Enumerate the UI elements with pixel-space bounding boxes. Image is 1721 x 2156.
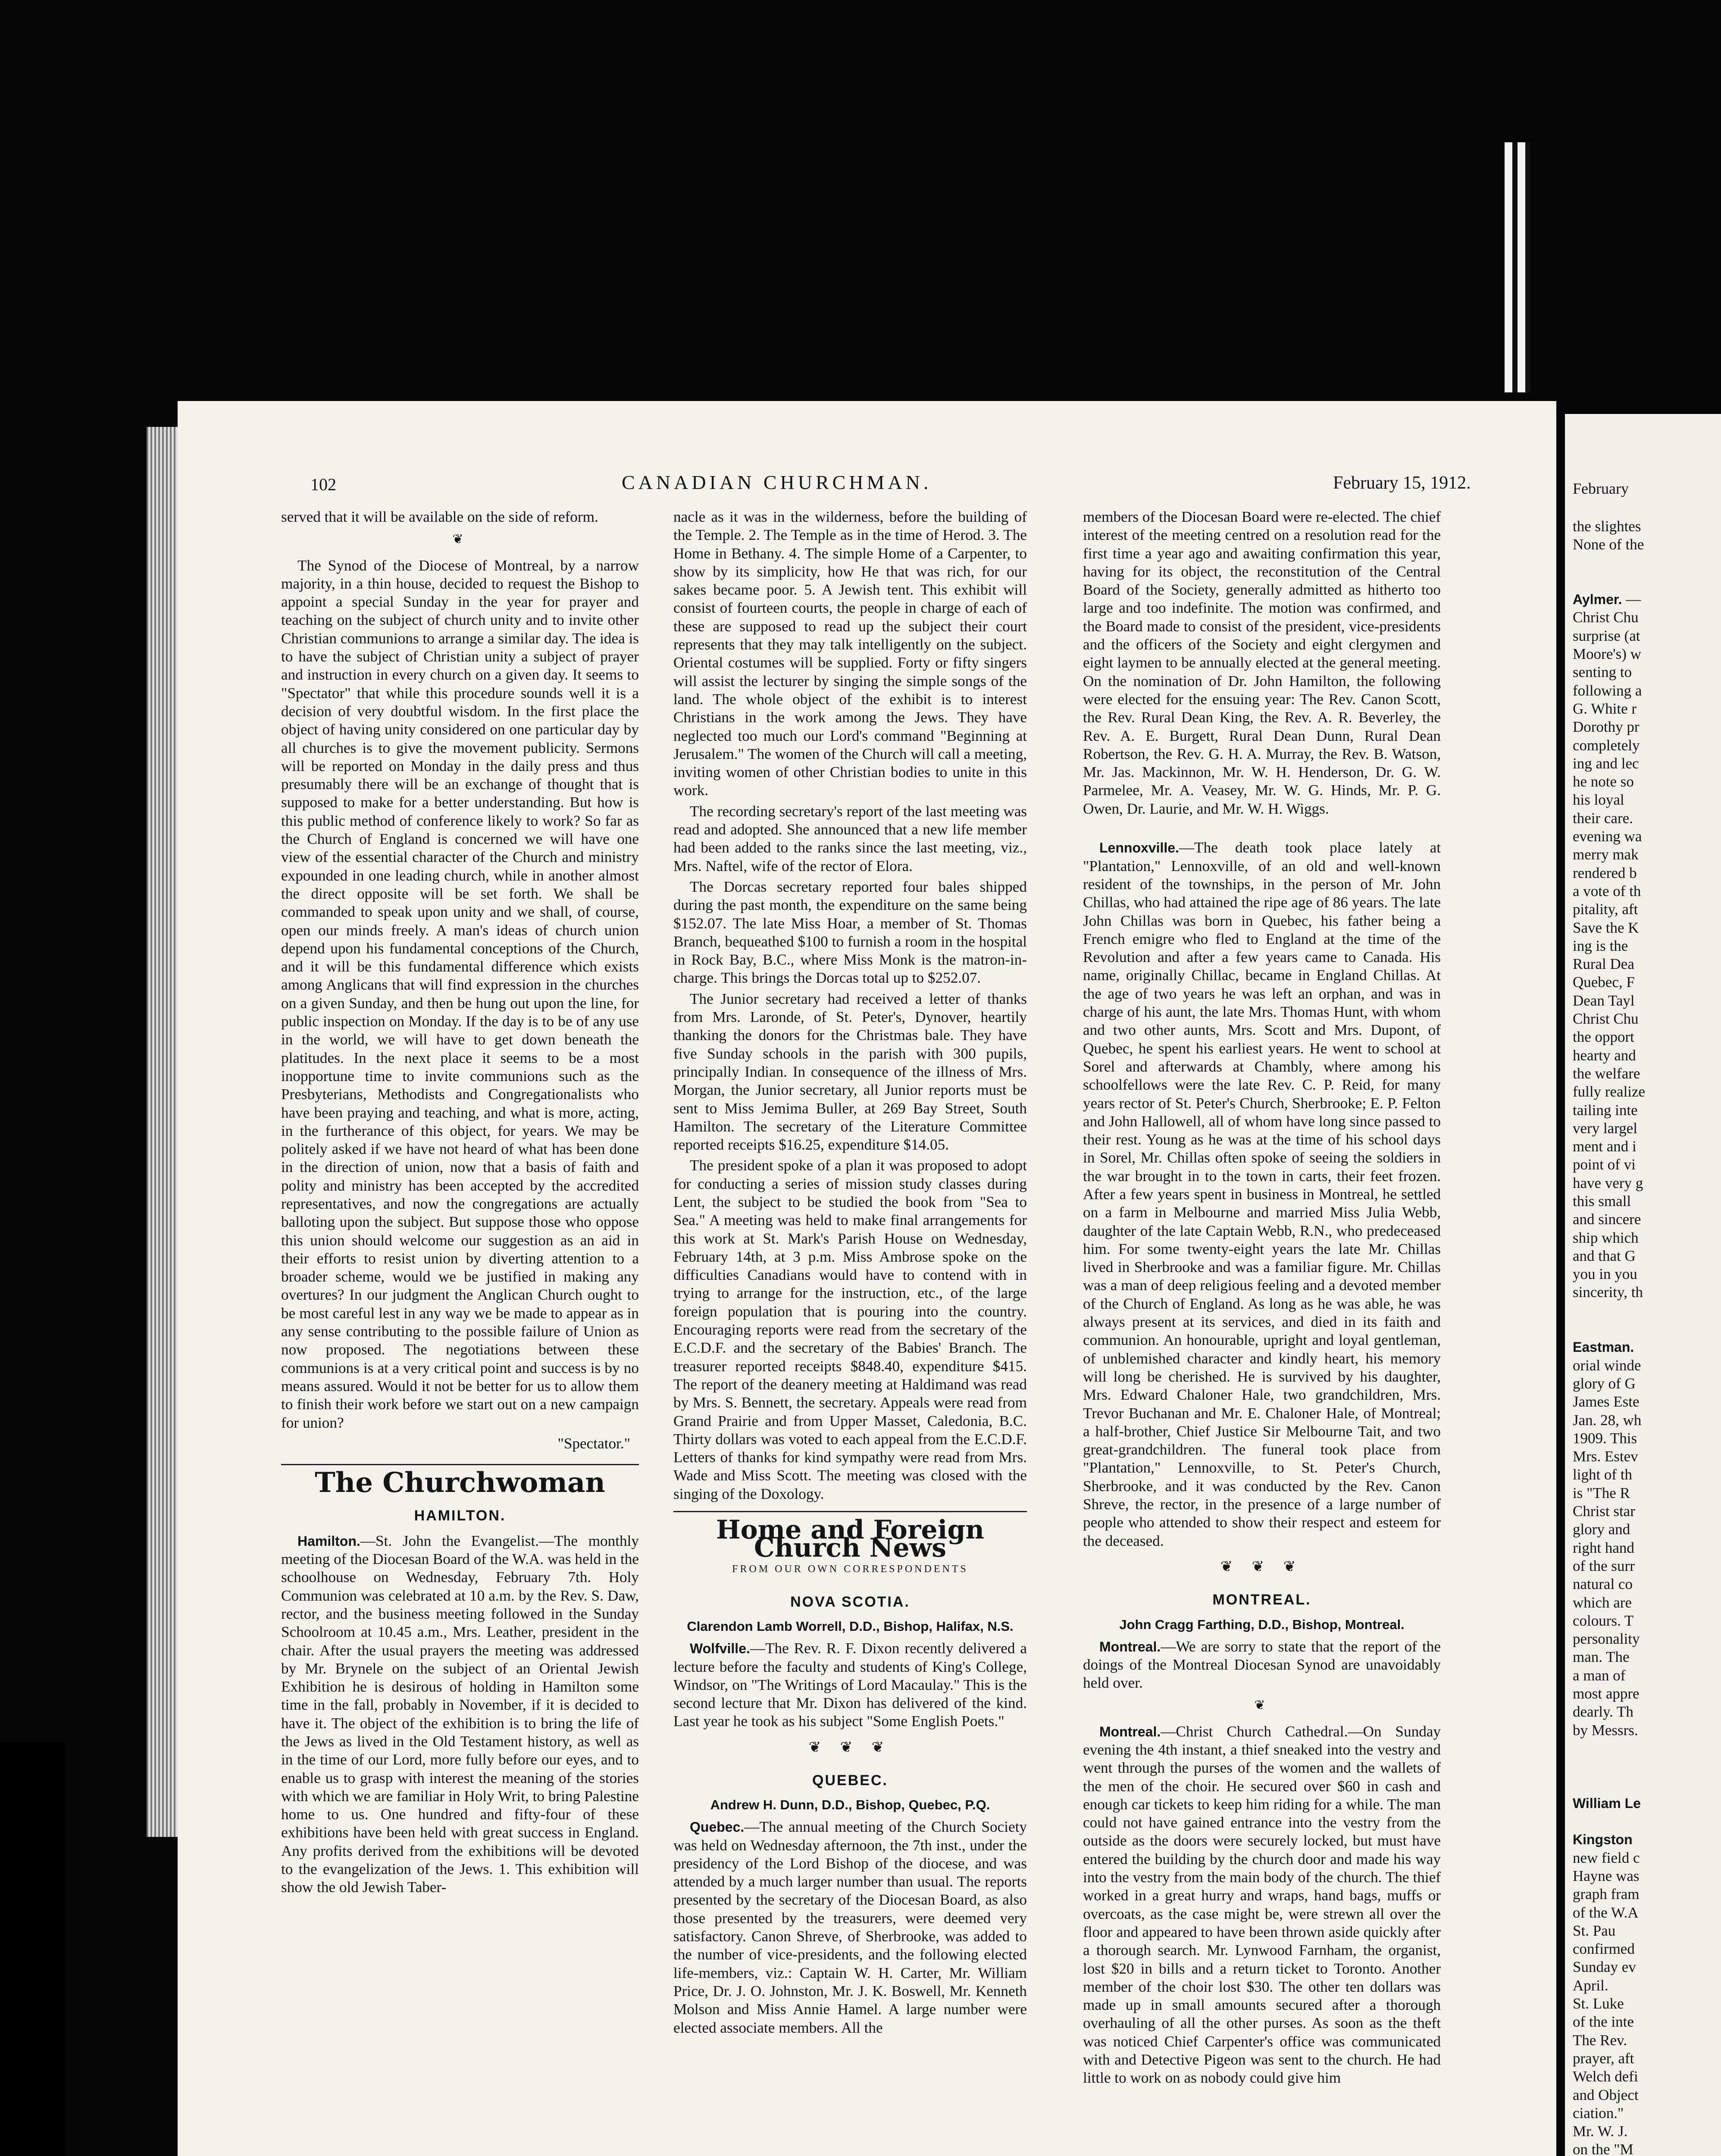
lennoxville-report: Lennoxville.—The death took place lately at "Plantation," Lennoxville, of an old and well-known resident of the townships, in the person of Mr. John Chillas, who had attained the ripe age of 86 years. The late John Chillas was born in Quebec, his father being a French emigre who fled to England at the time of the Revolution and after a few years came to Canada. His name, originally Chillac, became in England Chillas. At the age of two years he was left an orphan, and was in charge of his aunt, the late Mrs. Thomas Hunt, with whom and two other aunts, Mrs. Scott and Mrs. Dupont, of Quebec, he spent his earliest years. He went to school at Sorel and afterwards at Chambly, where among his schoolfellows were the late Rev. C. P. Reid, for many years rector of St. Peter's Church, Sherbrooke; E. P. Felton and John Hallowell, all of whom have long since passed to their rest. Young as he was at the time of his school days in Sorel, Mr. Chillas often spoke of seeing the soldiers in the war brought in to the town in carts, their feet frozen. After a few years spent in business in Montreal, he settled on a farm in Melbourne and married Miss Julia Webb, daughter of the late Captain Webb, R.N., who predeceased him. For some twenty-eight years the late Mr. Chillas lived in Sherbrooke and was a familiar figure. Mr. Chillas was a man of deep religious feeling and a devoted member of the Church of England. As long as he was able, he was always present at its services, and died in its faith and communion. An honourable, upright and loyal gentleman, of unblemished character and kindly heart, his memory will long be cherished. He is survived by his daughter, Mrs. Edward Chaloner Hale, two grandchildren, Mrs. Trevor Buchanan and Mr. E. Chaloner Hale, of Montreal; a half-brother, Chief Justice Sir Melbourne Tait, and two great-grandchildren. The funeral took place from "Plantation," Lennoxville, to St. Peter's Church, Sherbrooke, and it was conducted by the Rev. Canon Shreve, the rector, in the presence of a large number of people who attended to show their respect and esteem for the deceased.	[1083, 839, 1441, 1549]
adjacent-page-line: by Messrs.	[1573, 1721, 1638, 1739]
adjacent-page-line: the welfare	[1573, 1065, 1640, 1082]
montreal-report: Montreal.—We are sorry to state that the report of the doings of the Montreal Diocesan Synod are unavoidably held over.	[1083, 1638, 1441, 1692]
church-news-heading: Home and Foreign Church News	[673, 1511, 1027, 1557]
adjacent-page-line: a man of	[1573, 1667, 1626, 1684]
adjacent-page-line: dearly. Th	[1573, 1703, 1633, 1720]
adjacent-page-line: Mr. W. J.	[1573, 2123, 1628, 2140]
dateline: William Le	[1573, 1795, 1641, 1811]
bishop-line: Clarendon Lamb Worrell, D.D., Bishop, Halifax, N.S.	[687, 1619, 1014, 1634]
adjacent-page-line: the opport	[1573, 1028, 1634, 1046]
adjacent-page-line	[1573, 1758, 1719, 1776]
hamilton-paragraph: The recording secretary's report of the last meeting was read and adopted. She announced that a new life member had been added to the ranks since the last meeting, viz., Mrs. Naftel, wife of the rector of Elora.	[673, 802, 1027, 874]
adjacent-page-lines	[1573, 517, 1719, 2156]
adjacent-page-line: light of th	[1573, 1466, 1633, 1483]
adjacent-page-line: on the "M	[1573, 2141, 1633, 2156]
adjacent-page-line: orial winde	[1573, 1357, 1641, 1374]
adjacent-page-line: this small	[1573, 1192, 1631, 1210]
adjacent-page-line: Aylmer. —	[1573, 591, 1641, 608]
adjacent-page-line: Mrs. Estev	[1573, 1448, 1638, 1465]
adjacent-page-line: his loyal	[1573, 791, 1624, 808]
binding-shadow	[0, 1742, 65, 2156]
column-3	[1083, 508, 1441, 2090]
adjacent-page-line: None of the	[1573, 536, 1644, 553]
adjacent-page-line: which are	[1573, 1594, 1632, 1611]
adjacent-page-line: right hand	[1573, 1539, 1634, 1556]
adjacent-page-line	[1573, 1320, 1719, 1338]
section-heading-montreal: MONTREAL.	[1212, 1592, 1311, 1608]
hamilton-report: Hamilton.—St. John the Evangelist.—The monthly meeting of the Diocesan Board of the W.A. was held in the schoolhouse on Wednesday, February 7th. Holy Communion was celebrated at 10 a.m. by the Rev. S. Daw, rector, and the business meeting followed in the Sunday Schoolroom at 10.45 a.m., Mrs. Leather, president in the chair. After the usual prayers the meeting was addressed by Mr. Brynele on the subject of an Oriental Jewish Exhibition he is desirous of holding in Hamilton some time in the fall, probably in November, if it is decided to have it. The object of the exhibition is to bring the life of the Jews as lived in the Old Testament history, as well as in the time of our Lord, more fully before our eyes, and to enable us to grasp with interest the meaning of the stories with which we are familiar in Holy Writ, to bring Palestine home to us. One hundred and fifty-four of these exhibitions have been held with great success in England. Any profits derived from the exhibitions will be devoted to the evangelization of the Jews. 1. This exhibition will show the old Jewish Taber-	[281, 1532, 639, 1896]
montreal-cathedral-report: Montreal.—Christ Church Cathedral.—On Sunday evening the 4th instant, a thief sneaked into the vestry and went through the purses of the women and the wallets of the men of the choir. He secured over $60 in cash and enough car tickets to keep him riding for a while. The man could not have gained entrance into the vestry from the outside as the doors were securely locked, but must have entered the building by the church door and made his way into the vestry from the main body of the church. The thief worked in a great hurry and wraps, hand bags, muffs or overcoats, as the case might be, were strewn all over the floor and appeared to have been thrown aside quickly after a thorough search. Mr. Lynwood Farnham, the organist, lost $20 in bills and a return ticket to Toronto. Another member of the choir lost $30. The other ten dollars was made up in small amounts secured after a thorough overhauling of all the other purses. As soon as the theft was noticed Chief Carpenter's office was communicated with and Detective Pigeon was sent to the church. He had little to work on as nobody could give him	[1083, 1723, 1441, 2087]
adjacent-page-line: sincerity, th	[1573, 1284, 1643, 1301]
adjacent-page-line: glory and	[1573, 1521, 1630, 1538]
adjacent-page-line: point of vi	[1573, 1156, 1636, 1173]
adjacent-page-line: 1909. This	[1573, 1429, 1637, 1447]
hamilton-paragraph: The Dorcas secretary reported four bales shipped during the past month, the expenditure on the same being $152.07. The late Miss Hoar, a member of St. Thomas Branch, bequeathed $100 to furnish a room in the hospital in Rock Bay, B.C., where Miss Monk is the matron-in-charge. This brings the Dorcas total up to $252.07.	[673, 878, 1027, 987]
dateline: Kingston	[1573, 1832, 1633, 1848]
adjacent-page-line	[1573, 1338, 1719, 1356]
bishop-line: John Cragg Farthing, D.D., Bishop, Montreal.	[1119, 1617, 1405, 1632]
adjacent-page-line: ciation."	[1573, 2104, 1624, 2122]
adjacent-page-line: Christ star	[1573, 1503, 1635, 1520]
adjacent-page-line	[1573, 554, 1719, 572]
adjacent-page-line: of the W.A	[1573, 1904, 1639, 1921]
adjacent-page-line: and sincere	[1573, 1211, 1641, 1228]
dateline: Wolfville.	[690, 1641, 750, 1657]
adjacent-page-line: Dean Tayl	[1573, 992, 1635, 1009]
adjacent-page-date: February	[1573, 480, 1629, 497]
adjacent-page-line: personality	[1573, 1630, 1640, 1648]
adjacent-page-line	[1573, 1812, 1719, 1830]
quebec-report: Quebec.—The annual meeting of the Church Society was held on Wednesday afternoon, the 7th inst., under the presidency of the Lord Bishop of the diocese, and was attended by a much larger number than usual. The reports presented by the secretary of the Diocesan Board, as also those presented by the treasurers, were deemed very satisfactory. Canon Shreve, of Sherbrooke, was added to the number of vice-presidents, and the following elected life-members, viz.: Captain W. H. Carter, Mr. William Price, Dr. J. O. Johnston, Mr. J. K. Boswell, Mr. Kenneth Molson and Miss Annie Hamel. A large number were elected associate members. All the	[673, 1818, 1027, 2036]
adjacent-page-line: hearty and	[1573, 1047, 1636, 1064]
adjacent-page-fragment	[1565, 414, 1721, 2156]
adjacent-page-line	[1573, 1739, 1719, 1758]
adjacent-page-line: completely	[1573, 736, 1640, 754]
hamilton-report-cont: nacle as it was in the wilderness, before the building of the Temple. 2. The Temple as in the time of Herod. 3. The Home in Bethany. 4. The simple Home of a Carpenter, to show by its simplicity, how He that was rich, for our sakes became poor. 5. A Jewish tent. This exhibit will consist of fourteen courts, the people in charge of each of these are supposed to read up the subject their court represents that they may talk intelligently on the subject. Oriental costumes will be supplied. Forty or fifty singers will assist the lecturer by singing the simple songs of the land. The whole object of the exhibit is to interest Christians in the work among the Jews. They have neglected too much our Lord's command "Beginning at Jerusalem." The women of the Church will call a meeting, inviting women of other Christian bodies to unite in this work.	[673, 508, 1027, 799]
adjacent-page-line: and Object	[1573, 2086, 1639, 2103]
adjacent-page-line: James Este	[1573, 1393, 1640, 1410]
adjacent-page-line: Sunday ev	[1573, 1959, 1636, 1976]
adjacent-page-line: pitality, aft	[1573, 901, 1638, 918]
ornament: ❦ ❦ ❦	[808, 1739, 892, 1755]
column-1	[281, 508, 639, 1899]
article-signature: "Spectator."	[557, 1435, 630, 1452]
article-continuation: served that it will be available on the side of reform.	[281, 508, 598, 525]
ornament: ❦	[1254, 1698, 1270, 1713]
adjacent-page-line: prayer, aft	[1573, 2049, 1634, 2067]
adjacent-page-line: tailing inte	[1573, 1101, 1638, 1119]
dateline: Lennoxville.	[1099, 840, 1179, 856]
adjacent-page-line: ship which	[1573, 1229, 1639, 1246]
adjacent-page-line: colours. T	[1573, 1612, 1634, 1629]
adjacent-page-line: of the surr	[1573, 1557, 1635, 1574]
adjacent-page-line: ment and i	[1573, 1138, 1637, 1155]
section-heading-nova-scotia: NOVA SCOTIA.	[790, 1593, 910, 1610]
adjacent-page-line	[1573, 572, 1719, 590]
section-heading-quebec: QUEBEC.	[812, 1772, 888, 1789]
adjacent-page-line: Jan. 28, wh	[1573, 1411, 1642, 1429]
bishop-line: Andrew H. Dunn, D.D., Bishop, Quebec, P.Q.	[710, 1797, 990, 1813]
adjacent-page-line: Christ Chu	[1573, 1010, 1639, 1028]
adjacent-page-line	[1573, 1302, 1719, 1320]
issue-date: February 15, 1912.	[1333, 473, 1471, 493]
adjacent-page-line: their care.	[1573, 809, 1633, 827]
dateline: Montreal.	[1099, 1724, 1161, 1739]
adjacent-page-line: fully realize	[1573, 1083, 1646, 1100]
hamilton-paragraph: The Junior secretary had received a letter of thanks from Mrs. Laronde, of St. Peter's, Dynover, heartily thanking the donors for the Christmas bale. They have five Sunday schools in the parish with 300 pupils, principally Indian. In consequence of the illness of Mrs. Morgan, the Junior secretary, all Junior reports must be sent to Miss Jemima Buller, at 269 Bay Street, South Hamilton. The secretary of the Literature Committee reported receipts $16.25, expenditure $14.05.	[673, 990, 1027, 1153]
spectator-article: The Synod of the Diocese of Montreal, by a narrow majority, in a thin house, decided to request the Bishop to appoint a special Sunday in the year for prayer and teaching on the subject of church unity and to invite other Christian communions to arrange a similar day. The idea is to have the subject of Christian unity a subject of prayer and instruction in every church on a given day. It seems to "Spectator" that while this procedure sounds well it is a decision of very doubtful wisdom. In the first place the object of having unity considered on one particular day by all churches is to give the movement publicity. Sermons will be reported on Monday in the daily press and thus presumably there will be an exchange of thought that is supposed to make for a better understanding. But how is this public method of conference likely to work? So far as the Church of England is concerned we will have one view of the essential character of the Church and ministry expounded in one leading church, while in another almost the direct opposite will be set forth. We shall be commanded to speak upon unity and we shall, of course, open our minds freely. A man's ideas of church union depend upon his fundamental conceptions of the Church, and it will be this fundamental difference which exists among Anglicans that will find expression in the churches on a given Sunday, and then be hung out upon the line, for public inspection on Monday. If the day is to be of any use in the world, we will have to get down beneath the platitudes. In the next place it seems to be a most inopportune time to invite communions such as the Presbyterians, Methodists and Congregationalists who have been praying and teaching, and what is more, acting, in the furtherance of this object, for years. We may be politely asked if we have not heard of what has been done in the direction of union, now that a basis of faith and polity and ministry has been accepted by the accredited representatives, and now the congregations are actually balloting upon the subject. But suppose those who oppose this union should welcome our suggestion as an aid in their efforts to resist union by diverting attention to a broader scheme, would we be justified in making any overtures? In our judgment the Anglican Church ought to be most careful lest in any way we be made to appear as in any sense contributing to the possible failure of Union as now proposed. The negotiations between these communions is at a very critical point and success is by no means assured. Would it not be better for us to allow them to finish their work before we start out on a new campaign for union?	[281, 557, 639, 1431]
page-header	[178, 471, 1556, 497]
dateline: Hamilton.	[297, 1533, 360, 1549]
adjacent-page-line: The Rev.	[1573, 2031, 1627, 2049]
column-2	[673, 508, 1027, 2040]
dateline: Eastman.	[1573, 1339, 1634, 1355]
adjacent-page-line: evening wa	[1573, 828, 1642, 845]
newspaper-page	[178, 401, 1556, 2156]
adjacent-page-line: surprise (at	[1573, 627, 1640, 644]
scan-edge-strips	[1505, 142, 1530, 392]
adjacent-page-line: St. Luke	[1573, 1995, 1624, 2012]
adjacent-page-line: of the inte	[1573, 2013, 1634, 2031]
adjacent-page-line: following a	[1573, 682, 1642, 699]
adjacent-page-line: Save the K	[1573, 919, 1639, 936]
adjacent-page-line: Christ Chu	[1573, 609, 1639, 626]
adjacent-page-line: is "The R	[1573, 1484, 1630, 1501]
ornament: ❦ ❦ ❦	[1220, 1558, 1304, 1575]
dateline: Aylmer.	[1573, 592, 1622, 608]
adjacent-page-line: Moore's) w	[1573, 646, 1641, 663]
wolfville-report: Wolfville.—The Rev. R. F. Dixon recently delivered a lecture before the faculty and students of King's College, Windsor, on "The Writings of Lord Macaulay." This is the second lecture that Mr. Dixon has delivered of the kind. Last year he took as his subject "Some English Poets."	[673, 1640, 1027, 1730]
adjacent-page-line: G. White r	[1573, 700, 1637, 717]
adjacent-page-line: Hayne was	[1573, 1867, 1640, 1884]
adjacent-page-line: April.	[1573, 1977, 1608, 1994]
adjacent-page-line: natural co	[1573, 1576, 1633, 1593]
adjacent-page-line: rendered b	[1573, 864, 1637, 881]
adjacent-page-line: he note so	[1573, 773, 1634, 790]
adjacent-page-line	[1573, 1776, 1719, 1794]
adjacent-page-line: Dorothy pr	[1573, 718, 1640, 736]
publication-title: CANADIAN CHURCHMAN.	[622, 471, 932, 493]
adjacent-page-line	[1573, 1830, 1719, 1849]
adjacent-page-line: Welch defi	[1573, 2068, 1638, 2085]
adjacent-page-line: most appre	[1573, 1685, 1640, 1702]
dateline: Montreal.	[1099, 1639, 1161, 1655]
adjacent-page-line: ing and lec	[1573, 755, 1639, 772]
adjacent-page-line: glory of G	[1573, 1375, 1636, 1392]
section-heading-hamilton: HAMILTON.	[414, 1507, 506, 1524]
page-number: 102	[310, 475, 336, 494]
church-news-subheading: FROM OUR OWN CORRESPONDENTS	[732, 1563, 968, 1575]
adjacent-page-line: merry mak	[1573, 846, 1639, 863]
adjacent-page-line: confirmed	[1573, 1940, 1635, 1958]
adjacent-page-line: the slightes	[1573, 518, 1641, 535]
adjacent-page-line: have very g	[1573, 1174, 1643, 1191]
hamilton-paragraph: The president spoke of a plan it was proposed to adopt for conducting a series of mission study classes during Lent, the subject to be studied the book from "Sea to Sea." A meeting was held to make final arrangements for this work at St. Mark's Parish House on Wednesday, February 14th, at 3 p.m. Miss Ambrose spoke on the difficulties Canadians would have to contend with in trying to arrange for the instruction, etc., of the large foreign population that is pouring into the country. Encouraging reports were read from the secretary of the E.C.D.F. and the secretary of the Babies' Branch. The treasurer reported receipts $848.40, expenditure $415. The report of the deanery meeting at Haldimand was read by Mrs. S. Bennett, the secretary. Appeals were read from Grand Prairie and from Upper Masset, Caledonia, B.C. Thirty dollars was voted to each appeal from the E.C.D.F. Letters of thanks for kind sympathy were read from Mrs. Wade and Miss Scott. The meeting was closed with the singing of the Doxology.	[673, 1157, 1027, 1502]
adjacent-page-line: St. Pau	[1573, 1922, 1616, 1939]
adjacent-page-line: and that G	[1573, 1247, 1636, 1264]
quebec-report-cont: members of the Diocesan Board were re-elected. The chief interest of the meeting centred on a resolution read for the first time a year ago and awaiting confirmation this year, having for its object, the reconstitution of the Central Board of the Society, generally admitted as hitherto too large and too indefinite. The motion was confirmed, and the Board made to consist of the president, vice-presidents and the officers of the Society and eight clergymen and eight laymen to be annually elected at the general meeting. On the nomination of Dr. John Hamilton, the following were elected for the ensuing year: The Rev. Canon Scott, the Rev. Rural Dean King, the Rev. A. R. Beverley, the Rev. A. E. Burgett, Rural Dean Dunn, Rural Dean Robertson, the Rev. G. H. A. Murray, the Rev. B. Watson, Mr. Jas. Mackinnon, Mr. W. H. Henderson, Dr. G. W. Parmelee, Mr. A. Veasey, Mr. W. G. Hinds, Mr. P. G. Owen, Dr. Laurie, and Mr. W. H. Wiggs.	[1083, 508, 1441, 817]
adjacent-page-line	[1573, 1794, 1719, 1812]
adjacent-page-line: Rural Dea	[1573, 956, 1634, 973]
adjacent-page-line: man. The	[1573, 1648, 1630, 1666]
dateline: Quebec.	[690, 1819, 745, 1835]
adjacent-page-line: senting to	[1573, 664, 1632, 681]
adjacent-page-line: a vote of th	[1573, 882, 1641, 899]
adjacent-page-line: very largel	[1573, 1119, 1637, 1137]
adjacent-page-line: you in you	[1573, 1266, 1637, 1283]
adjacent-page-line: ing is the	[1573, 937, 1628, 954]
adjacent-page-line: Quebec, F	[1573, 974, 1635, 991]
adjacent-page-line: graph fram	[1573, 1886, 1640, 1903]
churchwoman-heading: The Churchwoman	[281, 1464, 639, 1492]
adjacent-page-line: new field c	[1573, 1849, 1640, 1866]
ornament: ❦	[452, 532, 468, 547]
